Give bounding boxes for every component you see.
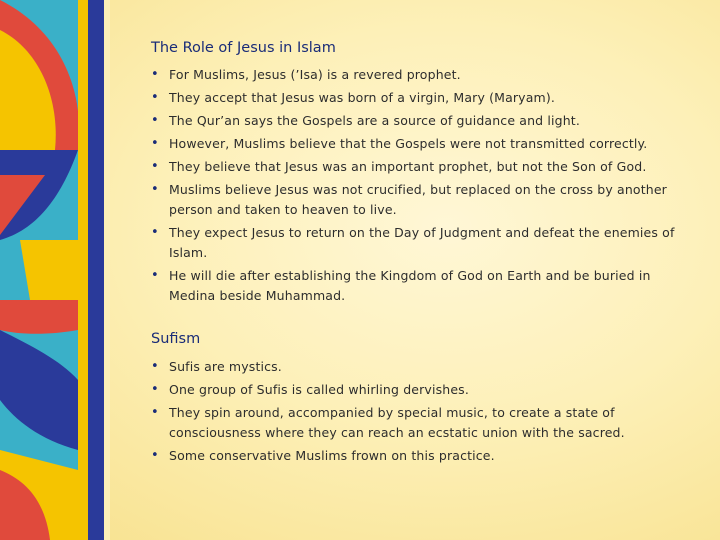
list-item — [151, 134, 691, 154]
decorative-border-graphic — [0, 0, 110, 540]
list-item — [151, 88, 691, 108]
jesus-in-islam-bullet-list — [151, 65, 691, 309]
bullet-icon: • — [151, 136, 159, 151]
bullet-icon: • — [151, 113, 159, 128]
list-item-text: They accept that Jesus was born of a virgin, Mary (Maryam). — [169, 90, 556, 105]
bullet-icon: • — [151, 159, 159, 174]
list-item — [151, 111, 691, 131]
bullet-icon: • — [151, 67, 159, 82]
list-item-text: The Qur’an says the Gospels are a source of guidance and light. — [169, 113, 580, 128]
list-item-text: One group of Sufis is called whirling dervishes. — [169, 382, 469, 397]
bullet-icon: • — [151, 182, 159, 197]
section-title-jesus-in-islam: The Role of Jesus in Islam — [151, 40, 336, 56]
list-item-text: Sufis are mystics. — [169, 359, 282, 374]
bullet-icon: • — [151, 90, 159, 105]
list-item-text: However, Muslims believe that the Gospels were not transmitted correctly. — [169, 136, 648, 151]
bullet-icon: • — [151, 225, 159, 240]
bullet-icon: • — [151, 382, 159, 397]
list-item-text: They believe that Jesus was an important prophet, but not the Son of God. — [169, 159, 647, 174]
list-item — [151, 157, 691, 177]
list-item — [151, 180, 691, 220]
section-title-sufism: Sufism — [151, 331, 201, 347]
list-item — [151, 223, 691, 263]
sufism-bullet-list — [151, 357, 691, 469]
bullet-icon: • — [151, 268, 159, 283]
bullet-icon: • — [151, 359, 159, 374]
list-item-text: Some conservative Muslims frown on this practice. — [169, 448, 495, 463]
list-item-text: They spin around, accompanied by special music, to create a state of consciousness where they can reach an ecstatic union with the sacred. — [169, 405, 625, 440]
list-item — [151, 380, 691, 400]
list-item — [151, 403, 691, 443]
list-item-text: He will die after establishing the Kingdom of God on Earth and be buried in Medina beside Muhammad. — [169, 268, 651, 303]
list-item-text: Muslims believe Jesus was not crucified, but replaced on the cross by another person and taken to heaven to live. — [169, 182, 667, 217]
list-item — [151, 65, 691, 85]
bullet-icon: • — [151, 405, 159, 420]
list-item — [151, 357, 691, 377]
list-item — [151, 446, 691, 466]
list-item-text: For Muslims, Jesus (’Isa) is a revered prophet. — [169, 67, 461, 82]
bullet-icon: • — [151, 448, 159, 463]
list-item-text: They expect Jesus to return on the Day of Judgment and defeat the enemies of Islam. — [169, 225, 675, 260]
list-item — [151, 266, 691, 306]
